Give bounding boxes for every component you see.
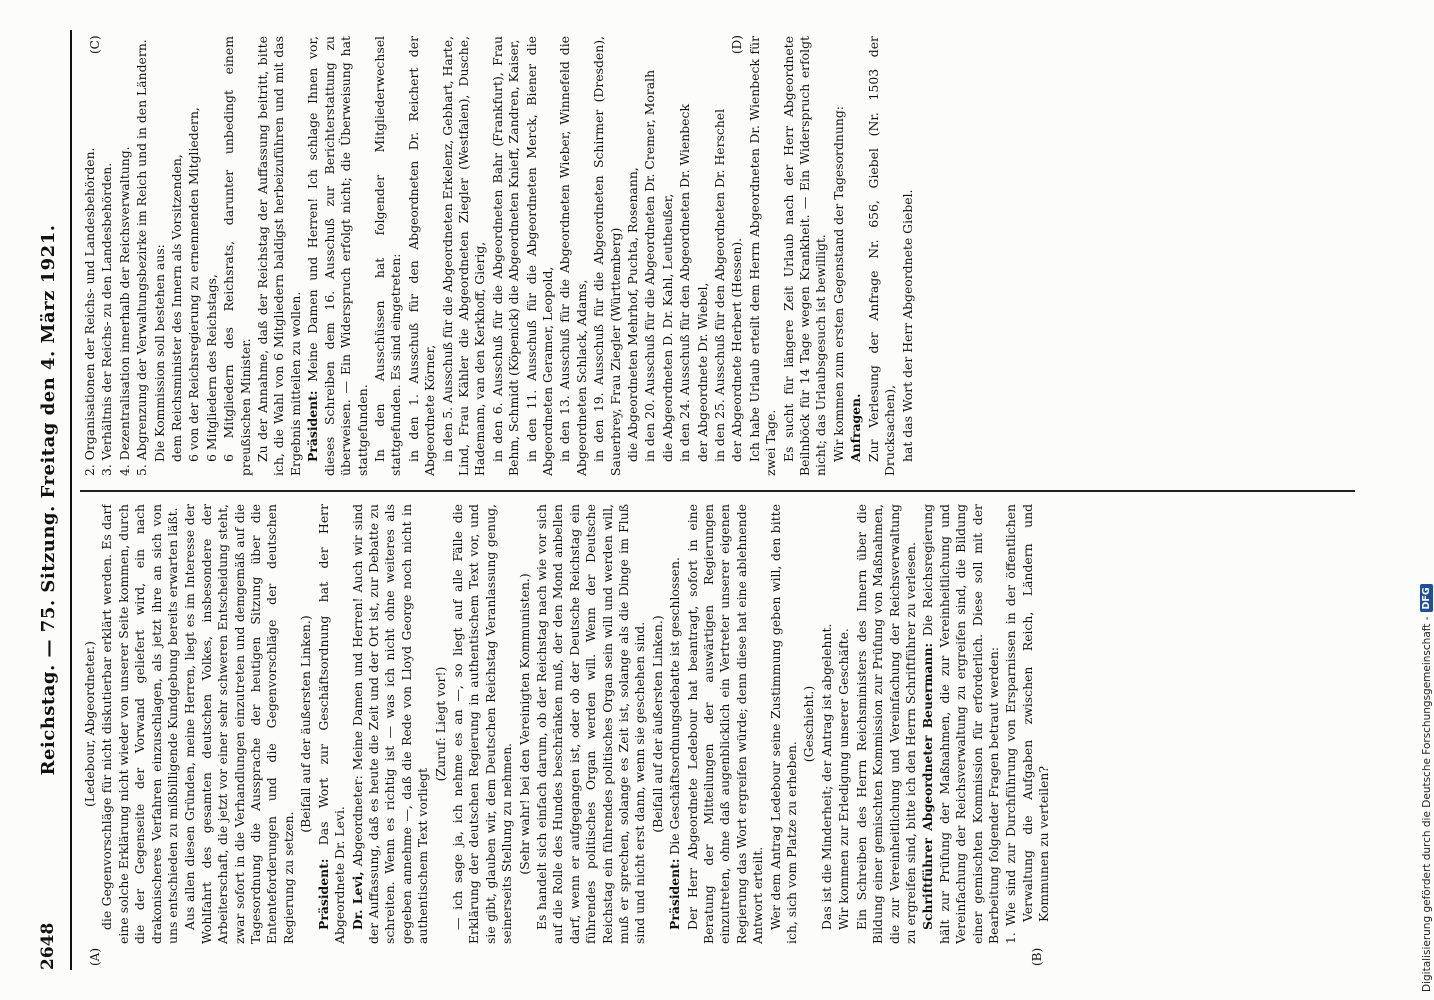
paragraph: die Abgeordneten Mehrhof, Puchta, Rosenann, — [625, 167, 640, 462]
paragraph: der Abgeordnete Herbert (Hessen). — [729, 237, 745, 462]
paragraph: 3. Verhältnis der Reichs- zu den Landesbehörden. — [99, 162, 115, 476]
paragraph: (Ledebour, Abgeordneter.) — [82, 641, 97, 807]
paragraph: Wir kommen zur Erledigung unserer Geschäfte. — [836, 628, 852, 930]
paragraph: In den Ausschüssen hat folgender Mitgliederwechsel stattgefunden. Es sind eingetreten: — [371, 36, 404, 476]
paragraph: (Zuruf: Liegt vor!) — [432, 666, 448, 782]
paragraph: (Sehr wahr! bei den Vereinigten Kommunisten.) — [516, 573, 532, 875]
paragraph: in den 25. Ausschuß für den Abgeordneten Dr. Herschel — [712, 108, 728, 462]
paragraph: Ein Schreiben des Herrn Reichsministers des Innern über die Bildung einer gemischten Kommission zur Prüfung von Maßnahmen, die zur Vereinheitlichung und Vereinfachung der Reichsverwaltung zu ergreifen sind, bitte ich den Herrn Schriftführer zu verlesen. — [853, 504, 918, 944]
paragraph: Ich habe Urlaub erteilt dem Herrn Abgeordneten Dr. Wienbeck für zwei Tage. — [746, 36, 779, 476]
paragraph: in den 13. Ausschuß für die Abgeordneten Wieber, Winnefeld die Abgeordneten Schlack, Adams, — [557, 36, 589, 476]
paragraph: dem Reichsminister des Innern als Vorsitzenden, — [169, 154, 185, 462]
paragraph: Präsident: Meine Damen und Herren! Ich schlage Ihnen vor, dieses Schreiben dem 16. Ausschuß zur Berichterstattung zu überweisen. — Ein Widerspruch erfolgt nicht; die Überweisung hat stattgefunden. — [305, 36, 370, 476]
digitization-credit — [1420, 584, 1433, 992]
paragraph: Präsident: Die Geschäftsordnungsdebatte ist geschlossen. — [667, 557, 683, 930]
dfg-logo: DFG — [1420, 584, 1433, 612]
paragraph: die Abgeordneten D. Dr. Kahl, Leutheußer, — [659, 193, 675, 462]
paragraph: Es sucht für längere Zeit Urlaub nach der Herr Abgeordnete Beilnböck für 14 Tage wegen Krankheit. — Ein Widerspruch erfolgt nicht; das Urlaubsgesuch ist bewilligt. — [780, 36, 829, 476]
paragraph: Schriftführer Abgeordneter Beuermann: Die Reichsregierung hält zur Prüfung der Maßnahmen, die zur Vereinheitlichung und Vereinfachung der Reichsverwaltung zu ergreifen sind, die Bildung einer gemischten Kommission für erforderlich. Diese soll mit der Bearbeitung folgender Fragen betraut werden: — [920, 504, 1001, 944]
paragraph: Es handelt sich einfach darum, ob der Reichstag nach wie vor sich auf die Rolle des Hundes beschränken muß, der den Mond anbellen darf, wenn er aufgegangen ist, oder ob der Deutsche Reichstag ein führendes politisches Organ werden will. Wenn der Deutsche Reichstag ein führendes politisches Organ sein will und werden will, muß er sprechen, solange es Zeit ist, solange als die Dinge im Fluß sind und nicht erst dann, wenn sie geschehen sind. — [533, 504, 648, 944]
paragraph: Das ist die Minderheit; der Antrag ist abgelehnt. — [818, 623, 834, 930]
paragraph: 6 Mitgliedern des Reichsrats, darunter unbedingt einem preußischen Minister. — [221, 36, 253, 476]
paragraph: 1. Wie sind zur Durchführung von Ersparnissen in der öffentlichen Verwaltung die Aufgaben zwischen Reich, Ländern und Kommunen zu verteilen? — [1003, 504, 1052, 944]
paragraph: (Beifall auf der äußersten Linken.) — [298, 615, 314, 833]
credit-text: Digitalisierung gefördert durch die Deutsche Forschungsgemeinschaft - — [1420, 616, 1433, 992]
paragraph: der Abgeordnete Dr. Wiebel, — [694, 282, 710, 462]
paragraph: in den 11. Ausschuß für die Abgeordneten Merck, Biener die Abgeordneten Geramer, Leopold, — [523, 36, 555, 476]
paragraph: Aus allen diesen Gründen, meine Herren, liegt es im Interesse der Wohlfahrt des gesamten deutschen Volkes, insbesondere der Arbeiterschaft, die jetzt vor einer sehr schweren Entscheidung steht, zwar sofort in die Verhandlungen einzutreten und demgemäß auf die Tagesordnung die Aussprache der heutigen Sitzung über die Ententeforderungen und die Gegenvorschläge der deutschen Regierung zu setzen. — [182, 504, 296, 944]
paragraph: Zur Verlesung der Anfrage Nr. 656, Giebel (Nr. 1503 der Drucksachen), — [865, 36, 898, 476]
margin-mark-a: (A) — [88, 947, 102, 966]
paragraph: 4. Dezentralisation innerhalb der Reichsverwaltung. — [116, 146, 132, 476]
paragraph: Wir kommen zum ersten Gegenstand der Tagesordnung: — [830, 106, 846, 462]
paragraph: Präsident: Das Wort zur Geschäftsordnung hat der Herr Abgeordnete Dr. Levi. — [315, 504, 348, 944]
paragraph: Wer dem Antrag Ledebour seine Zustimmung geben will, den bitte ich, sich vom Platze zu erheben. — [767, 504, 800, 944]
page-number: 2648 — [38, 922, 58, 970]
header-rule — [70, 30, 72, 970]
paragraph: 6 Mitgliedern des Reichstags, — [203, 274, 219, 462]
margin-mark-b: (B) — [1030, 947, 1044, 966]
running-title: Reichstag. — 75. Sitzung. Freitag den 4. März 1921. — [38, 224, 59, 776]
rotated-document — [30, 30, 1360, 970]
paragraph: hat das Wort der Herr Abgeordnete Giebel. — [899, 189, 915, 462]
paragraph: Zu der Annahme, daß der Reichstag der Auffassung beitritt, bitte ich, die Wahl von 6 Mitgliedern baldigst herbeizuführen und mit das Ergebnis mitteilen zu wollen. — [255, 36, 303, 476]
margin-mark-c: (C) — [88, 35, 102, 54]
paragraph: in den 24. Ausschuß für den Abgeordneten Dr. Wienbeck — [677, 104, 693, 462]
paragraph: in den 19. Ausschuß für die Abgeordneten Schirmer (Dresden), Sauerbrey, Frau Ziegler (Württemberg) — [591, 36, 623, 476]
paragraph: Anfragen. — [848, 393, 864, 462]
paragraph: die Gegenvorschläge für nicht diskutierbar erklärt werden. Es darf eine solche Erklärung nicht wieder von unserer Seite kommen, durch die der Gegenseite der Vorwand geliefert wird, ein nach drakonischeres Verfahren einzuschlagen, als jetzt ihre an sich von uns entschieden zu mißbilligende Kundgebung bereits erwarten läßt. — [99, 504, 181, 944]
paragraph: — ich sage ja, ich nehme es an —, so liegt auf alle Fälle die Erklärung der deutschen Regierung in authentischem Text vor, und sie gibt, glauben wir, dem Deutschen Reichstag Veranlassung genug, seinerseits Stellung zu nehmen. — [449, 504, 515, 944]
paragraph: (Beifall auf der äußersten Linken.) — [649, 615, 665, 833]
paragraph: in den 6. Ausschuß für die Abgeordneten Bahr (Frankfurt), Frau Behm, Schmidt (Köpenick) die Abgeordneten Knieff, Zandren, Kaiser, — [489, 36, 522, 476]
paragraph: 5. Abgrenzung der Verwaltungsbezirke im Reich und in den Ländern. — [134, 39, 150, 476]
left-column — [82, 504, 1352, 944]
paragraph: Der Herr Abgeordnete Ledebour hat beantragt, sofort in eine Beratung der Mitteilungen der auswärtigen Regierungen einzutreten, ohne daß augenblicklich ein Vertreter unserer eigenen Regierung das Wort ergreifen würde; denn diese hat eine ablehnende Antwort erteilt. — [684, 504, 766, 944]
paragraph: 2. Organisationen der Reichs- und Landesbehörden. — [82, 147, 97, 476]
paragraph: 6 von der Reichsregierung zu ernennenden Mitgliedern, — [186, 107, 202, 462]
paragraph: in den 5. Ausschuß für die Abgeordneten Erkelenz, Gebhart, Harte, Lind, Frau Kähler die Abgeordneten Ziegler (Westfalen), Dusche, Hademann, van den Kerkhoff, Gierig, — [439, 36, 488, 476]
page-header — [30, 30, 76, 970]
margin-mark-d: (D) — [730, 35, 744, 54]
column-divider — [80, 491, 1355, 493]
paragraph: Die Kommission soll bestehen aus: — [151, 244, 167, 462]
paragraph: (Geschieht.) — [801, 685, 817, 763]
paragraph: in den 20. Ausschuß für die Abgeordneten Dr. Cremer, Moralh — [642, 69, 658, 462]
right-column — [82, 36, 1352, 476]
paragraph: in den 1. Ausschuß für den Abgeordneten Dr. Reichert der Abgeordnete Körner, — [405, 36, 438, 476]
paragraph: Dr. Levi, Abgeordneter: Meine Damen und Herren! Auch wir sind der Auffassung, daß es heute die Zeit und der Ort ist, zur Debatte zu schreiten. Wenn es richtig ist — was ich nicht ohne weiteres als gegeben annehme —, daß die Rede von Lloyd George noch nicht in authentischem Text vorliegt — [349, 504, 431, 944]
